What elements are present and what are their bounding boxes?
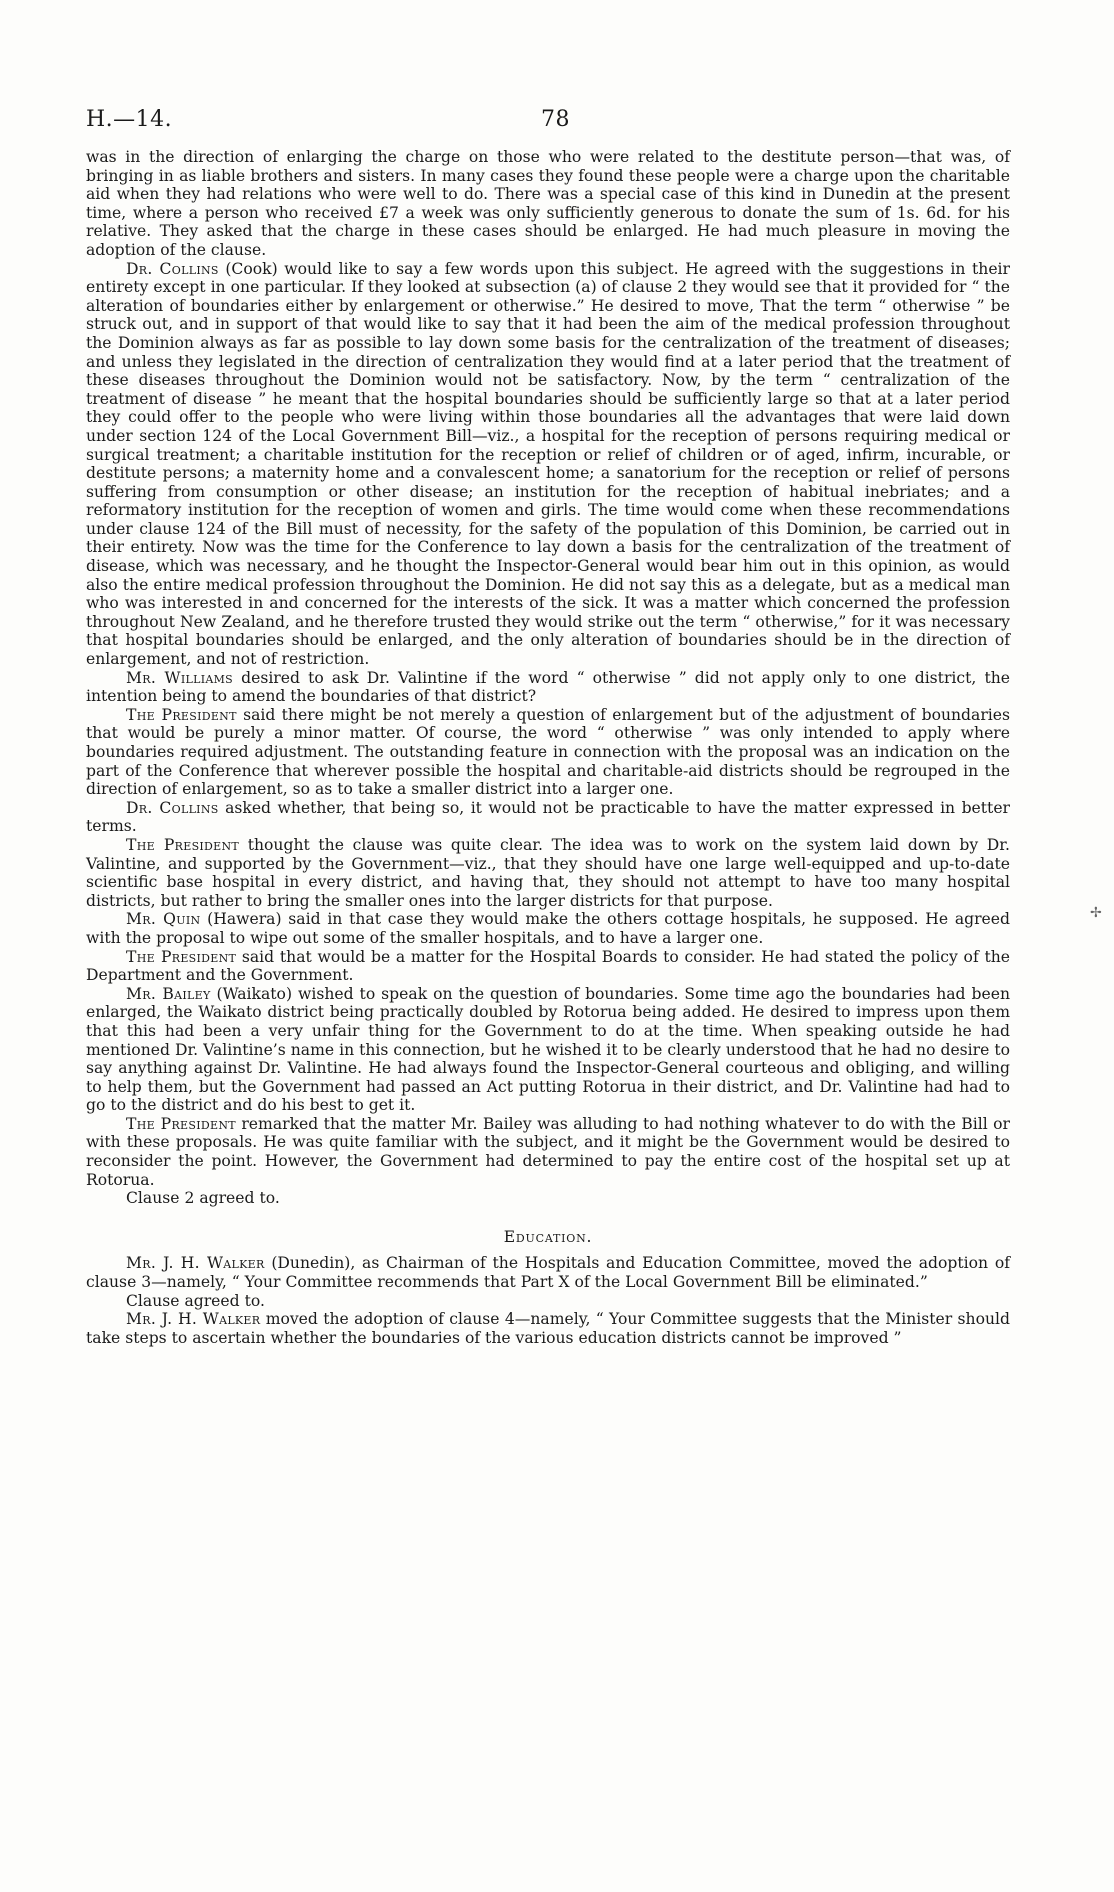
speaker-name: The President	[126, 705, 237, 724]
margin-mark-icon: ✢	[1090, 905, 1102, 921]
speaker-name: The President	[126, 835, 240, 854]
body-text	[86, 148, 1010, 1347]
speaker-name: The President	[126, 1114, 236, 1133]
speaker-name: Mr. Bailey	[126, 984, 211, 1003]
speaker-name: Mr. J. H. Walker	[126, 1310, 261, 1329]
paragraph-5: The President thought the clause was quite clear. The idea was to work on the system laid down by Dr. Valintine, and supported by the Government—viz., that they should have one large well-equipped and up-to-date scientific base hospital in every district, and having that, they should not attempt to have too many hospital districts, but rather to bring the smaller ones into the larger districts for that purpose.	[86, 835, 1010, 910]
section-heading: Education.	[503, 1227, 593, 1246]
paragraph-12: Clause agreed to.	[126, 1291, 265, 1310]
paragraph-1: Dr. Collins (Cook) would like to say a few words upon this subject. He agreed with the suggestions in their entirety except in one particular. If they looked at subsection (a) of clause 2 they would see that it provided for “ the alteration of boundaries either by enlargement or otherwise.” He desired to move, That the term “ otherwise ” be struck out, and in support of that would like to say that it had been the aim of the medical profession throughout the Dominion always as far as possible to lay down some basis for the centralization of the treatment of diseases; and unless they legislated in the direction of centralization they would find at a later period that the treatment of these diseases throughout the Dominion would not be satisfactory. Now, by the term “ centralization of the treatment of disease ” he meant that the hospital boundaries should be sufficiently large so that at a later period they could offer to the people who were living within those boundaries all the advantages that were laid down under section 124 of the Local Government Bill—viz., a hospital for the reception of persons requiring medical or surgical treatment; a charitable institution for the reception or relief of children or of aged, infirm, incurable, or destitute persons; a maternity home and a convalescent home; a sanatorium for the reception or relief of persons suffering from consumption or other disease; an institution for the reception of habitual inebriates; and a reformatory institution for the reception of women and girls. The time would come when these recommendations under clause 124 of the Bill must of necessity, for the safety of the population of this Dominion, be carried out in their entirety. Now was the time for the Conference to lay down a basis for the centralization of the treatment of disease, which was necessary, and he thought the Inspector-General would bear him out in this opinion, as would also the entire medical profession throughout the Dominion. He did not say this as a delegate, but as a medical man who was interested in and concerned for the interests of the sick. It was a matter which concerned the profession throughout New Zealand, and he therefore trusted they would strike out the term “ otherwise,” for it was necessary that hospital boundaries should be enlarged, and the only alteration of boundaries should be in the direction of enlargement, and not of restriction.	[86, 259, 1010, 669]
paragraph-7: The President said that would be a matter for the Hospital Boards to consider. He had stated the policy of the Department and the Government.	[86, 947, 1010, 985]
speaker-name: Mr. Quin	[126, 910, 201, 929]
speaker-name: Dr. Collins	[126, 798, 219, 817]
speaker-name: Dr. Collins	[126, 259, 219, 278]
paragraph-13: Mr. J. H. Walker moved the adoption of clause 4—namely, “ Your Committee suggests that the Minister should take steps to ascertain whether the boundaries of the various education districts cannot be improved ”	[86, 1310, 1010, 1347]
paragraph-9: The President remarked that the matter Mr. Bailey was alluding to had nothing whatever to do with the Bill or with these proposals. He was quite familiar with the subject, and it might be the Government would be desired to reconsider the point. However, the Government had determined to pay the entire cost of the hospital set up at Rotorua.	[86, 1114, 1010, 1189]
speaker-name: Mr. Williams	[126, 668, 233, 687]
paragraph-0: was in the direction of enlarging the charge on those who were related to the destitute person—that was, of bringing in as liable brothers and sisters. In many cases they found these people were a charge upon the charitable aid when they had relations who were well to do. There was a special case of this kind in Dunedin at the present time, where a person who received £7 a week was only sufficiently generous to donate the sum of 1s. 6d. for his relative. They asked that the charge in these cases should be enlarged. He had much pleasure in moving the adoption of the clause.	[86, 148, 1010, 259]
paragraph-10: Clause 2 agreed to.	[126, 1189, 280, 1208]
paragraph-6: Mr. Quin (Hawera) said in that case they would make the others cottage hospitals, he supposed. He agreed with the proposal to wipe out some of the smaller hospitals, and to have a larger one.	[86, 910, 1010, 947]
paragraph-3: The President said there might be not merely a question of enlargement but of the adjustment of boundaries that would be purely a minor matter. Of course, the word “ otherwise ” was only intended to apply where boundaries required adjustment. The outstanding feature in connection with the proposal was an indication on the part of the Conference that wherever possible the hospital and charitable-aid districts should be regrouped in the direction of enlargement, so as to take a smaller district into a larger one.	[86, 705, 1011, 799]
paragraph-2: Mr. Williams desired to ask Dr. Valintine if the word “ otherwise ” did not apply only to one district, the intention being to amend the boundaries of that district?	[86, 668, 1010, 706]
paragraph-8: Mr. Bailey (Waikato) wished to speak on the question of boundaries. Some time ago the boundaries had been enlarged, the Waikato district being practically doubled by Rotorua being added. He desired to impress upon them that this had been a very unfair thing for the Government to do at the time. When speaking outside he had mentioned Dr. Valintine’s name in this connection, but he wished it to be clearly understood that he had no desire to say anything against Dr. Valintine. He had always found the Inspector-General courteous and obliging, and willing to help them, but the Government had passed an Act putting Rotorua in their district, and Dr. Valintine had had to go to the district and do his best to get it.	[86, 984, 1010, 1115]
page-number: 78	[541, 107, 570, 132]
paragraph-4: Dr. Collins asked whether, that being so, it would not be practicable to have the matter expressed in better terms.	[86, 798, 1010, 836]
speaker-name: Mr. J. H. Walker	[126, 1254, 265, 1273]
document-reference: H.—14.	[86, 107, 173, 132]
speaker-name: The President	[126, 947, 237, 966]
paragraph-11: Mr. J. H. Walker (Dunedin), as Chairman of the Hospitals and Education Committee, moved the adoption of clause 3—namely, “ Your Committee recommends that Part X of the Local Government Bill be eliminated.”	[86, 1254, 1010, 1292]
